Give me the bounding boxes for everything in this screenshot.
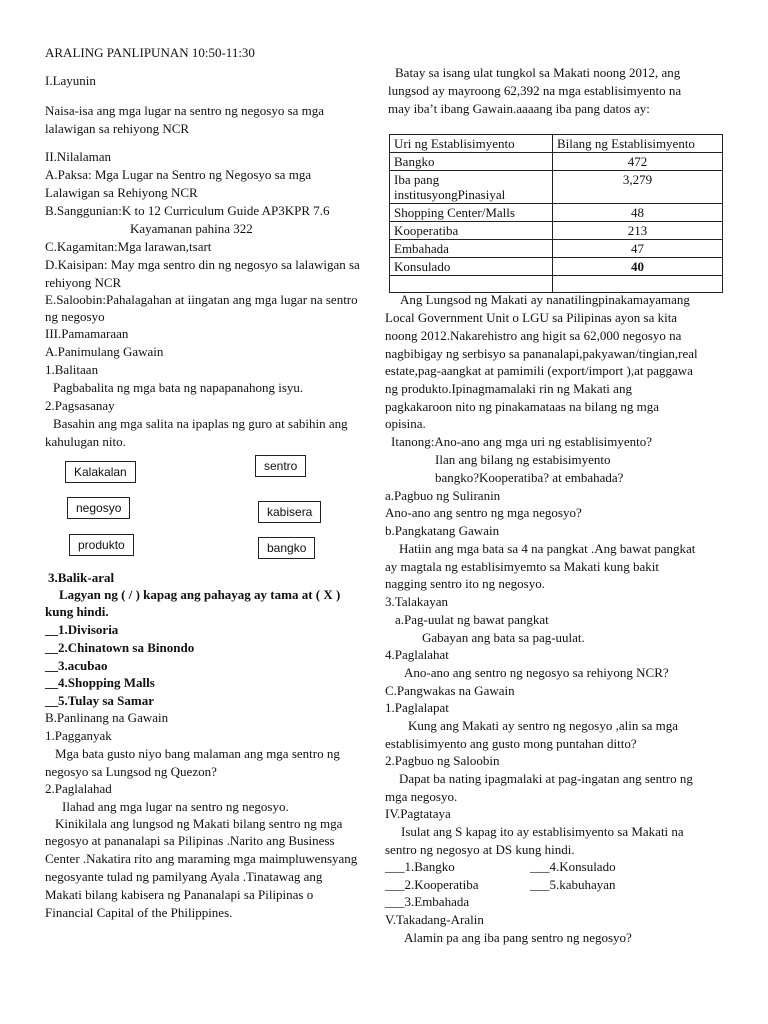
pagtataya-item-1: ___1.Bangko bbox=[385, 859, 455, 874]
saloobin-line-2: ng negosyo bbox=[45, 309, 105, 324]
word-box-kabisera: kabisera bbox=[258, 501, 321, 523]
kagamitan: C.Kagamitan:Mga larawan,tsart bbox=[45, 239, 212, 254]
panlinang-gawain: B.Panlinang na Gawain bbox=[45, 710, 169, 725]
itanong-line-2: Ilan ang bilang ng estabisimyento bbox=[435, 452, 611, 467]
balitaan-text: Pagbabalita ng mga bata ng napapanahong isyu. bbox=[53, 380, 304, 395]
pagtataya-line-2: sentro ng negosyo at DS kung hindi. bbox=[385, 842, 575, 857]
table-cell-count: 48 bbox=[553, 204, 723, 222]
intro-line-2: lungsod ay mayroong 62,392 na mga establisimyento na bbox=[388, 83, 682, 98]
pagsasanay-line-2: kahulugan nito. bbox=[45, 434, 126, 449]
balik-aral-item-3: __3.acubao bbox=[45, 658, 108, 673]
pagtataya-item-3: ___3.Embahada bbox=[385, 894, 470, 909]
table-cell-count: 47 bbox=[553, 240, 723, 258]
layunin-line-1: Naisa-isa ang mga lugar na sentro ng negosyo sa mga bbox=[45, 103, 325, 118]
paglalahad-line-4: Center .Nakatira rito ang maraming mga maimpluwensyang bbox=[45, 851, 358, 866]
balik-aral-item-2: __2.Chinatown sa Binondo bbox=[45, 640, 195, 655]
talakayan-text: Gabayan ang bata sa pag-uulat. bbox=[422, 630, 585, 645]
paglalahat-title: 4.Paglalahat bbox=[385, 647, 449, 662]
kaisipan-line-2: rehiyong NCR bbox=[45, 275, 122, 290]
makati-line-8: opisina. bbox=[385, 416, 426, 431]
balik-aral-item-4: __4.Shopping Malls bbox=[45, 675, 155, 690]
suliranin-title: a.Pagbuo ng Suliranin bbox=[385, 488, 501, 503]
word-box-bangko: bangko bbox=[258, 537, 315, 559]
talakayan-title: 3.Talakayan bbox=[385, 594, 448, 609]
table-cell-count: 213 bbox=[553, 222, 723, 240]
pangkatang-line-2: ay magtala ng establisimyemto sa Makati kung bakit bbox=[385, 559, 660, 574]
makati-line-4: nagbibigay ng serbisyo sa pananalapi,pakyawan/tingian,real bbox=[385, 346, 698, 361]
intro-line-1: Batay sa isang ulat tungkol sa Makati noong 2012, ang bbox=[395, 65, 681, 80]
paglalahad-line-7: Financial Capital of the Philippines. bbox=[45, 905, 233, 920]
pagganyak-line-2: negosyo sa Lungsod ng Quezon? bbox=[45, 764, 217, 779]
table-header-count: Bilang ng Establisimyento bbox=[553, 135, 723, 153]
itanong-line-1: Itanong:Ano-ano ang mga uri ng establisimyento? bbox=[391, 434, 653, 449]
pagbuo-saloobin-line-1: Dapat ba nating ipagmalaki at pag-ingatan ang sentro ng bbox=[399, 771, 693, 786]
establishment-table bbox=[389, 134, 723, 293]
pagganyak-line-1: Mga bata gusto niyo bang malaman ang mga sentro ng bbox=[55, 746, 340, 761]
table-cell-type: Shopping Center/Malls bbox=[390, 204, 553, 222]
itanong-line-3: bangko?Kooperatiba? at embahada? bbox=[435, 470, 624, 485]
pamamaraan-title: III.Pamamaraan bbox=[45, 326, 129, 341]
pagtataya-item-4: ___4.Konsulado bbox=[530, 859, 616, 874]
table-row bbox=[390, 258, 723, 276]
pangkatang-line-3: nagging sentro ito ng negosyo. bbox=[385, 576, 545, 591]
table-cell-type: Iba pang institusyongPinasiyal bbox=[390, 171, 553, 204]
sanggunian-line-1: B.Sanggunian:K to 12 Curriculum Guide AP3KPR 7.6 bbox=[45, 203, 330, 218]
table-cell-type: Konsulado bbox=[390, 258, 553, 276]
table-row bbox=[390, 171, 723, 204]
pangkatang-title: b.Pangkatang Gawain bbox=[385, 523, 500, 538]
pangkatang-line-1: Hatiin ang mga bata sa 4 na pangkat .Ang bawat pangkat bbox=[399, 541, 696, 556]
paglalahad-line-5: negosyante tulad ng pamilyang Ayala .Tinatawag ang bbox=[45, 869, 323, 884]
paglalahad-title: 2.Paglalahad bbox=[45, 781, 112, 796]
suliranin-text: Ano-ano ang sentro ng mga negosyo? bbox=[385, 505, 582, 520]
pagtataya-title: IV.Pagtataya bbox=[385, 806, 451, 821]
paglalahad-line-3: negosyo at pananalapi sa Pilipinas .Narito ang Business bbox=[45, 833, 335, 848]
paglalahad-line-1: Ilahad ang mga lugar na sentro ng negosyo. bbox=[62, 799, 289, 814]
table-header-row bbox=[390, 135, 723, 153]
saloobin-line-1: E.Saloobin:Pahalagahan at iingatan ang mga lugar na sentro bbox=[45, 292, 358, 307]
table-cell-count: 3,279 bbox=[553, 171, 723, 204]
table-row bbox=[390, 204, 723, 222]
pagtataya-line-1: Isulat ang S kapag ito ay establisimyento sa Makati na bbox=[401, 824, 684, 839]
balitaan-title: 1.Balitaan bbox=[45, 362, 99, 377]
table-cell-count: 472 bbox=[553, 153, 723, 171]
table-cell-count: 40 bbox=[553, 258, 723, 276]
makati-line-2: Local Government Unit o LGU sa Pilipinas ayon sa kita bbox=[385, 310, 678, 325]
word-box-sentro: sentro bbox=[255, 455, 306, 477]
word-box-kalakalan: Kalakalan bbox=[65, 461, 136, 483]
pagbuo-saloobin-line-2: mga negosyo. bbox=[385, 789, 458, 804]
word-box-produkto: produkto bbox=[69, 534, 134, 556]
table-header-type: Uri ng Establisimyento bbox=[390, 135, 553, 153]
pagsasanay-title: 2.Pagsasanay bbox=[45, 398, 115, 413]
takdang-text: Alamin pa ang iba pang sentro ng negosyo? bbox=[404, 930, 632, 945]
balik-aral-title: 3.Balik-aral bbox=[48, 570, 115, 585]
nilalaman-title: II.Nilalaman bbox=[45, 149, 112, 164]
makati-line-1: Ang Lungsod ng Makati ay nanatilingpinakamayamang bbox=[400, 292, 690, 307]
balik-aral-item-1: __1.Divisoria bbox=[45, 622, 119, 637]
paksa-line-2: Lalawigan sa Rehiyong NCR bbox=[45, 185, 198, 200]
takdang-title: V.Takadang-Aralin bbox=[385, 912, 484, 927]
pagsasanay-line-1: Basahin ang mga salita na ipaplas ng guro at sabihin ang bbox=[53, 416, 348, 431]
paglalapat-title: 1.Paglalapat bbox=[385, 700, 449, 715]
layunin-line-2: lalawigan sa rehiyong NCR bbox=[45, 121, 190, 136]
pangwakas-gawain: C.Pangwakas na Gawain bbox=[385, 683, 515, 698]
balik-aral-instr-2: kung hindi. bbox=[45, 604, 109, 619]
paglalahad-line-6: Makati bilang kabisera ng Pananalapi sa Pilipinas o bbox=[45, 887, 314, 902]
table-row-empty bbox=[390, 276, 723, 293]
paglalapat-line-2: establisimyento ang gusto mong puntahan ditto? bbox=[385, 736, 637, 751]
paksa-line-1: A.Paksa: Mga Lugar na Sentro ng Negosyo sa mga bbox=[45, 167, 312, 182]
layunin-title: I.Layunin bbox=[45, 73, 96, 88]
table-row bbox=[390, 222, 723, 240]
paglalahad-line-2: Kinikilala ang lungsod ng Makati bilang sentro ng mga bbox=[55, 816, 343, 831]
intro-line-3: may iba’t ibang Gawain.aaaang iba pang datos ay: bbox=[388, 101, 650, 116]
header-title: ARALING PANLIPUNAN 10:50-11:30 bbox=[45, 45, 255, 60]
table-cell-empty bbox=[553, 276, 723, 293]
makati-line-3: noong 2012.Nakarehistro ang higit sa 62,000 negosyo na bbox=[385, 328, 682, 343]
balik-aral-item-5: __5.Tulay sa Samar bbox=[45, 693, 154, 708]
makati-line-5: estate,pag-aangkat at pamimili (export/import ),at paggawa bbox=[385, 363, 693, 378]
kaisipan-line-1: D.Kaisipan: May mga sentro din ng negosyo sa lalawigan sa bbox=[45, 257, 360, 272]
paglalapat-line-1: Kung ang Makati ay sentro ng negosyo ,alin sa mga bbox=[408, 718, 679, 733]
pagganyak-title: 1.Pagganyak bbox=[45, 728, 112, 743]
table-cell-type: Bangko bbox=[390, 153, 553, 171]
pagbuo-saloobin-title: 2.Pagbuo ng Saloobin bbox=[385, 753, 500, 768]
table-row bbox=[390, 153, 723, 171]
table-cell-type: Embahada bbox=[390, 240, 553, 258]
balik-aral-instr-1: Lagyan ng ( / ) kapag ang pahayag ay tama at ( X ) bbox=[59, 587, 341, 602]
word-box-negosyo: negosyo bbox=[67, 497, 130, 519]
makati-line-7: pagkakaroon nito ng pinakamataas na bilang ng mga bbox=[385, 399, 660, 414]
table-cell-type: Kooperatiba bbox=[390, 222, 553, 240]
pagtataya-item-2: ___2.Kooperatiba bbox=[385, 877, 479, 892]
table-row bbox=[390, 240, 723, 258]
talakayan-a: a.Pag-uulat ng bawat pangkat bbox=[395, 612, 549, 627]
pagtataya-item-5: ___5.kabuhayan bbox=[530, 877, 616, 892]
table-cell-empty bbox=[390, 276, 553, 293]
paglalahat-text: Ano-ano ang sentro ng negosyo sa rehiyong NCR? bbox=[404, 665, 669, 680]
sanggunian-line-2: Kayamanan pahina 322 bbox=[130, 221, 253, 236]
panimulang-gawain: A.Panimulang Gawain bbox=[45, 344, 164, 359]
makati-line-6: ng produkto.Ipinagmamalaki rin ng Makati ang bbox=[385, 381, 632, 396]
